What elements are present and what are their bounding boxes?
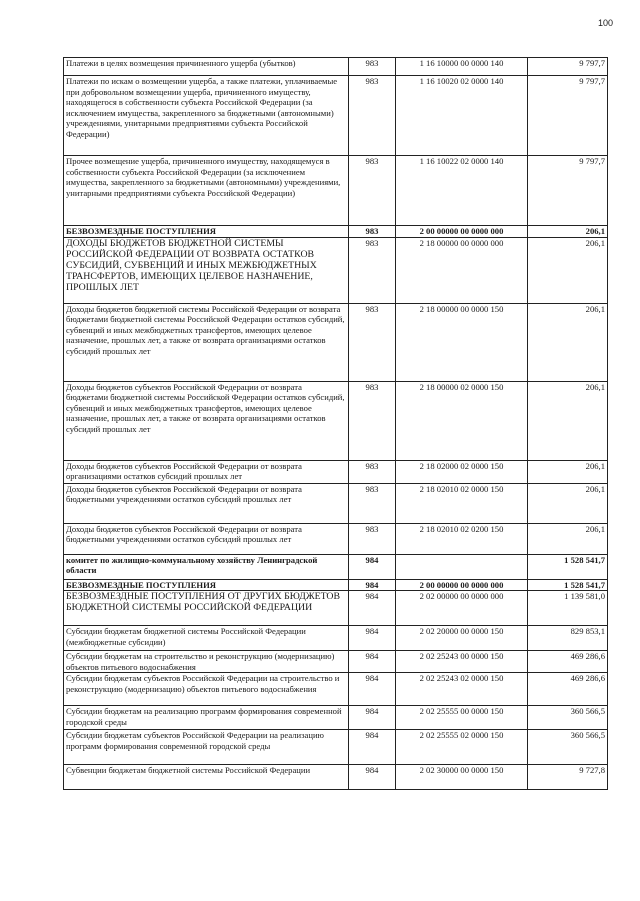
row-admin-code-cell: 983	[349, 303, 396, 381]
table-row	[64, 673, 608, 706]
row-amount-cell: 1 528 541,7	[528, 579, 608, 591]
row-admin-code-cell: 983	[349, 381, 396, 460]
table-row	[64, 156, 608, 226]
row-name-cell: Доходы бюджетов субъектов Российской Федерации от возврата бюджетными учреждениями остатков субсидий прошлых лет	[64, 523, 349, 554]
table-row	[64, 706, 608, 730]
row-name-cell: Доходы бюджетов субъектов Российской Федерации от возврата организациями остатков субсидий прошлых лет	[64, 460, 349, 483]
row-amount-cell: 206,1	[528, 303, 608, 381]
row-revenue-code-cell: 2 18 02000 02 0000 150	[396, 460, 528, 483]
row-revenue-code-cell: 1 16 10022 02 0000 140	[396, 156, 528, 226]
row-admin-code-cell: 984	[349, 579, 396, 591]
row-amount-cell: 469 286,6	[528, 651, 608, 673]
row-name-cell: Доходы бюджетов бюджетной системы Российской Федерации от возврата бюджетами бюджетной системы Российской Федерации остатков субсидий, субвенций и иных межбюджетных трансфертов, имеющих целевое назначение, прошлых лет, а также от возврата организациями остатков субсидий прошлых лет	[64, 303, 349, 381]
row-revenue-code-cell: 2 02 30000 00 0000 150	[396, 765, 528, 790]
row-revenue-code-cell: 1 16 10020 02 0000 140	[396, 76, 528, 156]
row-name-cell: комитет по жилищно-коммунальному хозяйству Ленинградской области	[64, 554, 349, 579]
row-revenue-code-cell: 2 02 00000 00 0000 000	[396, 591, 528, 626]
row-revenue-code-cell: 2 02 25555 00 0000 150	[396, 706, 528, 730]
row-admin-code-cell: 983	[349, 226, 396, 238]
row-revenue-code-cell: 2 18 02010 02 0200 150	[396, 523, 528, 554]
row-amount-cell: 360 566,5	[528, 730, 608, 765]
revenue-table	[63, 57, 608, 790]
table-row	[64, 765, 608, 790]
table-row	[64, 591, 608, 626]
row-admin-code-cell: 983	[349, 76, 396, 156]
row-revenue-code-cell: 2 00 00000 00 0000 000	[396, 579, 528, 591]
row-name-cell: Субсидии бюджетам субъектов Российской Федерации на строительство и реконструкцию (модернизацию) объектов питьевого водоснабжения	[64, 673, 349, 706]
table-row	[64, 554, 608, 579]
table-row	[64, 237, 608, 303]
row-name-cell: ДОХОДЫ БЮДЖЕТОВ БЮДЖЕТНОЙ СИСТЕМЫ РОССИЙСКОЙ ФЕДЕРАЦИИ ОТ ВОЗВРАТА ОСТАТКОВ СУБСИДИЙ, СУБВЕНЦИЙ И ИНЫХ МЕЖБЮДЖЕТНЫХ ТРАНСФЕРТОВ, ИМЕЮЩИХ ЦЕЛЕВОЕ НАЗНАЧЕНИЕ, ПРОШЛЫХ ЛЕТ	[64, 237, 349, 303]
row-revenue-code-cell: 2 00 00000 00 0000 000	[396, 226, 528, 238]
row-amount-cell: 206,1	[528, 381, 608, 460]
row-revenue-code-cell: 2 18 00000 00 0000 150	[396, 303, 528, 381]
table-row	[64, 58, 608, 76]
row-name-cell: Субсидии бюджетам субъектов Российской Федерации на реализацию программ формирования современной городской среды	[64, 730, 349, 765]
row-admin-code-cell: 984	[349, 765, 396, 790]
row-amount-cell: 1 139 581,0	[528, 591, 608, 626]
row-admin-code-cell: 983	[349, 460, 396, 483]
table-row	[64, 626, 608, 651]
row-revenue-code-cell: 2 02 25243 00 0000 150	[396, 651, 528, 673]
row-admin-code-cell: 983	[349, 483, 396, 523]
row-admin-code-cell: 984	[349, 554, 396, 579]
table-row	[64, 76, 608, 156]
row-amount-cell: 206,1	[528, 483, 608, 523]
row-revenue-code-cell: 1 16 10000 00 0000 140	[396, 58, 528, 76]
row-admin-code-cell: 983	[349, 523, 396, 554]
row-amount-cell: 829 853,1	[528, 626, 608, 651]
row-admin-code-cell: 984	[349, 591, 396, 626]
row-revenue-code-cell: 2 18 00000 02 0000 150	[396, 381, 528, 460]
row-admin-code-cell: 984	[349, 673, 396, 706]
row-admin-code-cell: 984	[349, 626, 396, 651]
row-admin-code-cell: 984	[349, 706, 396, 730]
row-revenue-code-cell: 2 18 00000 00 0000 000	[396, 237, 528, 303]
row-name-cell: Субвенции бюджетам бюджетной системы Российской Федерации	[64, 765, 349, 790]
row-revenue-code-cell: 2 02 25243 02 0000 150	[396, 673, 528, 706]
table-row	[64, 730, 608, 765]
table-row	[64, 381, 608, 460]
table-row	[64, 483, 608, 523]
row-revenue-code-cell	[396, 554, 528, 579]
row-amount-cell: 360 566,5	[528, 706, 608, 730]
row-amount-cell: 206,1	[528, 460, 608, 483]
row-name-cell: Доходы бюджетов субъектов Российской Федерации от возврата бюджетными учреждениями остатков субсидий прошлых лет	[64, 483, 349, 523]
row-revenue-code-cell: 2 02 20000 00 0000 150	[396, 626, 528, 651]
row-name-cell: Платежи по искам о возмещении ущерба, а также платежи, уплачиваемые при добровольном возмещении ущерба, причиненного имуществу, находящегося в собственности субъекта Российской Федерации (за исключением имущества, закрепленного за бюджетными (автономными) учреждениями, унитарными предприятиями субъекта Российской Федерации)	[64, 76, 349, 156]
page-number: 100	[598, 18, 614, 28]
row-admin-code-cell: 984	[349, 651, 396, 673]
table-row	[64, 303, 608, 381]
row-admin-code-cell: 983	[349, 156, 396, 226]
row-name-cell: Платежи в целях возмещения причиненного ущерба (убытков)	[64, 58, 349, 76]
row-revenue-code-cell: 2 02 25555 02 0000 150	[396, 730, 528, 765]
row-admin-code-cell: 984	[349, 730, 396, 765]
row-name-cell: Субсидии бюджетам бюджетной системы Российской Федерации (межбюджетные субсидии)	[64, 626, 349, 651]
row-name-cell: Прочее возмещение ущерба, причиненного имуществу, находящемуся в собственности субъекта Российской Федерации (за исключением имущества, закрепленного за бюджетными (автономными) учреждениями, унитарными предприятиями субъекта Российской Федерации)	[64, 156, 349, 226]
row-amount-cell: 9 797,7	[528, 156, 608, 226]
table-row	[64, 579, 608, 591]
row-name-cell: БЕЗВОЗМЕЗДНЫЕ ПОСТУПЛЕНИЯ ОТ ДРУГИХ БЮДЖЕТОВ БЮДЖЕТНОЙ СИСТЕМЫ РОССИЙСКОЙ ФЕДЕРАЦИИ	[64, 591, 349, 626]
row-revenue-code-cell: 2 18 02010 02 0000 150	[396, 483, 528, 523]
row-name-cell: БЕЗВОЗМЕЗДНЫЕ ПОСТУПЛЕНИЯ	[64, 226, 349, 238]
row-admin-code-cell: 983	[349, 58, 396, 76]
row-amount-cell: 9 797,7	[528, 58, 608, 76]
row-name-cell: Субсидии бюджетам на строительство и реконструкцию (модернизацию) объектов питьевого водоснабжения	[64, 651, 349, 673]
row-amount-cell: 206,1	[528, 523, 608, 554]
table-row	[64, 460, 608, 483]
table-row	[64, 651, 608, 673]
row-amount-cell: 469 286,6	[528, 673, 608, 706]
row-name-cell: БЕЗВОЗМЕЗДНЫЕ ПОСТУПЛЕНИЯ	[64, 579, 349, 591]
row-amount-cell: 1 528 541,7	[528, 554, 608, 579]
row-name-cell: Доходы бюджетов субъектов Российской Федерации от возврата бюджетами бюджетной системы Российской Федерации остатков субсидий, субвенций и иных межбюджетных трансфертов, имеющих целевое назначение, прошлых лет, а также от возврата организациями остатков субсидий прошлых лет	[64, 381, 349, 460]
row-amount-cell: 9 797,7	[528, 76, 608, 156]
row-admin-code-cell: 983	[349, 237, 396, 303]
row-amount-cell: 9 727,8	[528, 765, 608, 790]
table-row	[64, 523, 608, 554]
row-name-cell: Субсидии бюджетам на реализацию программ формирования современной городской среды	[64, 706, 349, 730]
row-amount-cell: 206,1	[528, 237, 608, 303]
row-amount-cell: 206,1	[528, 226, 608, 238]
table-row	[64, 226, 608, 238]
